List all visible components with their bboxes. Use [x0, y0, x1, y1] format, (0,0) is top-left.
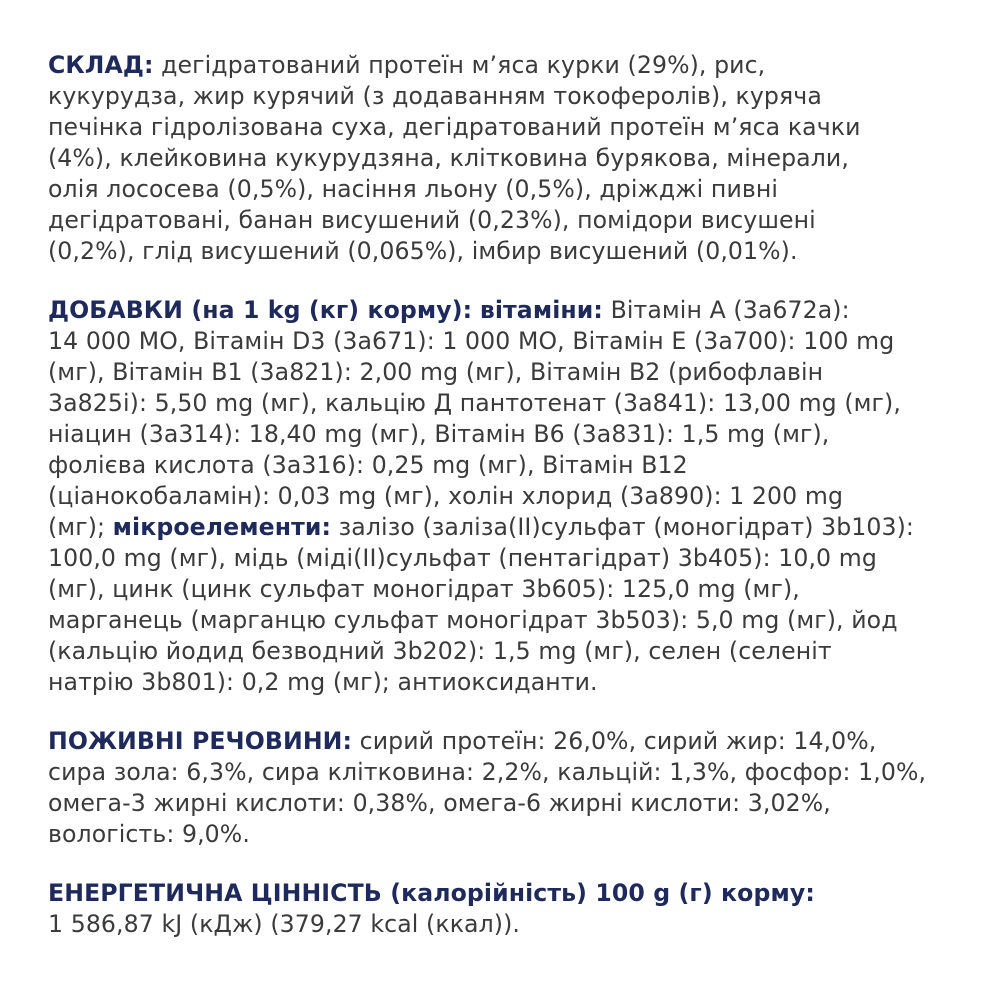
- composition-section: [48, 50, 958, 267]
- additives-heading: ДОБАВКИ (на 1 kg (кг) корму):: [48, 296, 473, 324]
- additives-section: [48, 295, 958, 698]
- energy-value: 1 586,87 kJ (кДж) (379,27 kcal (ккал)).: [48, 910, 520, 938]
- composition-line: (0,2%), глід висушений (0,065%), імбир висушений (0,01%).: [48, 237, 798, 265]
- additives-line: (ціанокобаламін): 0,03 mg (мг), холін хлорид (3а890): 1 200 mg: [48, 482, 844, 510]
- vitamins-label: вітаміни:: [479, 296, 603, 324]
- energy-heading: ЕНЕРГЕТИЧНА ЦІННІСТЬ (калорійність) 100 g (г) корму:: [48, 879, 815, 907]
- nutrients-line: омега-3 жирні кислоти: 0,38%, омега-6 жирні кислоти: 3,02%,: [48, 789, 831, 817]
- nutrients-line: ПОЖИВНІ РЕЧОВИНИ: сирий протеїн: 26,0%, сирий жир: 14,0%,: [48, 727, 877, 755]
- composition-line: СКЛАД: дегідратований протеїн м’яса курки (29%), рис,: [48, 51, 766, 79]
- composition-line: (4%), клейковина кукурудзяна, клітковина бурякова, мінерали,: [48, 144, 849, 172]
- nutrients-line: вологість: 9,0%.: [48, 820, 250, 848]
- composition-line: дегідратовані, банан висушений (0,23%), помідори висушені: [48, 206, 816, 234]
- composition-line: кукурудза, жир курячий (з додаванням токоферолів), куряча: [48, 82, 822, 110]
- microelements-label: мікроелементи:: [112, 513, 332, 541]
- composition-line: печінка гідролізована суха, дегідратований протеїн м’яса качки: [48, 113, 861, 141]
- composition-heading: СКЛАД:: [48, 51, 154, 79]
- ingredients-label: [48, 50, 958, 940]
- additives-line: фолієва кислота (3а316): 0,25 mg (мг), Вітамін В12: [48, 451, 688, 479]
- composition-line: олія лососева (0,5%), насіння льону (0,5%), дріжджі пивні: [48, 175, 779, 203]
- additives-line: 14 000 МО, Вітамін D3 (3а671): 1 000 МО, Вітамін Е (3а700): 100 mg: [48, 327, 895, 355]
- nutrients-heading: ПОЖИВНІ РЕЧОВИНИ:: [48, 727, 353, 755]
- additives-line: натрію 3b801): 0,2 mg (мг); антиоксиданти.: [48, 668, 598, 696]
- additives-line: 3а825і): 5,50 mg (мг), кальцію Д пантотенат (3а841): 13,00 mg (мг),: [48, 389, 901, 417]
- additives-line: (мг), цинк (цинк сульфат моногідрат 3b605): 125,0 mg (мг),: [48, 575, 800, 603]
- additives-line: (кальцію йодид безводний 3b202): 1,5 mg (мг), селен (селеніт: [48, 637, 832, 665]
- additives-line: (мг); мікроелементи: залізо (заліза(ІІ)сульфат (моногідрат) 3b103):: [48, 513, 914, 541]
- nutrients-line: сира зола: 6,3%, сира клітковина: 2,2%, кальцій: 1,3%, фосфор: 1,0%,: [48, 758, 927, 786]
- nutrients-section: [48, 726, 958, 850]
- additives-line: 100,0 mg (мг), мідь (міді(ІІ)сульфат (пентагідрат) 3b405): 10,0 mg: [48, 544, 877, 572]
- additives-line: марганець (марганцю сульфат моногідрат 3b503): 5,0 mg (мг), йод: [48, 606, 898, 634]
- additives-line: ніацин (3а314): 18,40 mg (мг), Вітамін В6 (3а831): 1,5 mg (мг),: [48, 420, 830, 448]
- additives-line: ДОБАВКИ (на 1 kg (кг) корму): вітаміни: Вітамін А (3а672а):: [48, 296, 850, 324]
- energy-section: [48, 878, 958, 940]
- additives-line: (мг), Вітамін В1 (3а821): 2,00 mg (мг), Вітамін В2 (рибофлавін: [48, 358, 824, 386]
